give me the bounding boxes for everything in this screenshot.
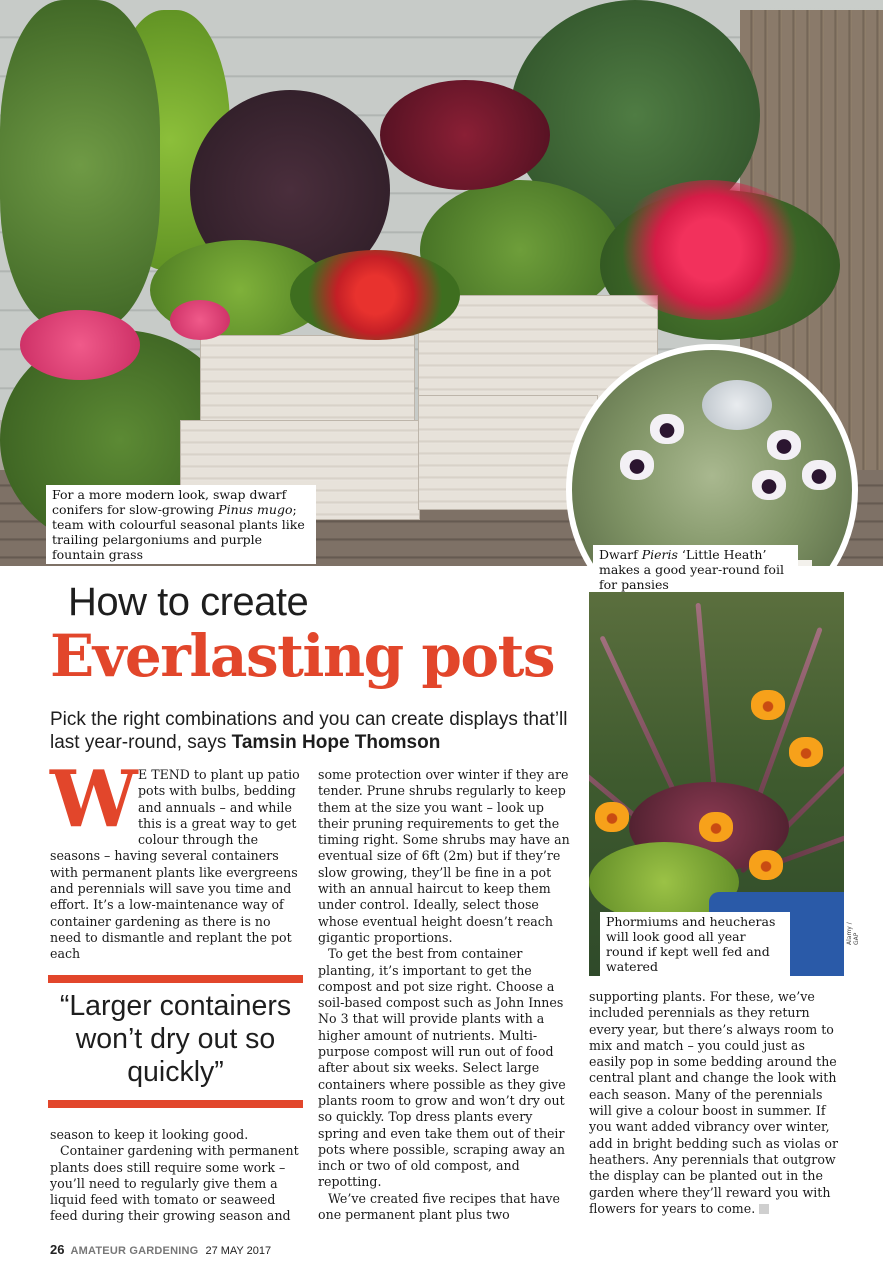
leafy-plant (0, 0, 160, 330)
paragraph: Container gardening with permanent plants does still require some work – you’ll need to regularly give them a liquid feed with tomato or seaweed feed during their growing season and (50, 1143, 299, 1224)
viola (751, 690, 785, 720)
viola (595, 802, 629, 832)
pansy (767, 430, 801, 460)
body-column-1-cont (50, 1127, 302, 1225)
red-pelargoniums (610, 180, 810, 320)
pansy (802, 460, 836, 490)
hero-photo (0, 0, 883, 566)
issue-date: 27 MAY 2017 (205, 1245, 272, 1257)
body-column-1 (50, 754, 302, 963)
body-column-2 (318, 767, 574, 1223)
silver-foliage (702, 380, 772, 430)
magazine-name: AMATEUR GARDENING (70, 1245, 199, 1257)
inset-caption: Dwarf Pieris ‘Little Heath’ makes a good year-round foil for pansies (593, 545, 798, 594)
pink-flowers (170, 300, 230, 340)
viola (789, 737, 823, 767)
headline-kicker: How to create (68, 580, 309, 624)
red-flowers (290, 250, 460, 340)
body-column-3 (589, 989, 841, 1217)
page-footer (50, 1242, 271, 1257)
pansy (650, 414, 684, 444)
pink-flowers (20, 310, 140, 380)
pansy (620, 450, 654, 480)
pansy (752, 470, 786, 500)
paragraph: To get the best from container planting, it’s important to get the compost and pot size right. Choose a soil-based compost such as John Innes No 3 that will provide plants with a higher amount of nutrients. Multi-purpose compost will run out of food after about six weeks. Select large containers where possible as they give plants room to grow and won’t dry out so quickly. Top dress plants every spring and even take them out of their pots where possible, scraping away an inch or two of old compost, and repotting. (318, 946, 566, 1190)
hero-caption: For a more modern look, swap dwarf conifers for slow-growing Pinus mugo; team with colourful seasonal plants like trailing pelargoniums and purple fountain grass (46, 485, 316, 564)
pull-quote: “Larger containers won’t dry out so quickly” (59, 990, 292, 1088)
phormium-caption: Phormiums and heucheras will look good all year round if kept well fed and watered (600, 912, 790, 976)
viola (699, 812, 733, 842)
intro-paragraph: E TEND to plant up patio pots with bulbs, bedding and annuals – and while this is a great way to get colour through the seasons – having several containers with permanent plants like evergreens and perennials will save you time and effort. It’s a low-maintenance way of container gardening as there is no need to dismantle and replant the pot each (50, 767, 300, 962)
headline: Everlasting pots (50, 622, 555, 690)
pull-quote-rule (48, 975, 303, 983)
end-mark-icon (759, 1204, 769, 1214)
paragraph: supporting plants. For these, we’ve included perennials as they return every year, but there’s always room to mix and match – you could just as easily pop in some bedding around the central plant and change the look with each season. Many of the perennials will give a colour boost in summer. If you want added vibrancy over winter, add in bright bedding such as violas or heathers. Any perennials that outgrow the display can be planted out in the garden where they’ll reward you with flowers for years to come. (589, 989, 839, 1216)
viola (749, 850, 783, 880)
photo-credit: Alamy / GAP (846, 922, 860, 945)
paragraph: We’ve created five recipes that have one permanent plant plus two (318, 1190, 560, 1223)
paragraph: season to keep it looking good. (50, 1127, 249, 1142)
page-number: 26 (50, 1242, 65, 1257)
byline: Tamsin Hope Thomson (231, 732, 441, 753)
paragraph: some protection over winter if they are tender. Prune shrubs regularly to keep them at the size you want – look up their pruning requirements to get the timing right. Some shrubs may have an eventual size of 6ft (2m) but if they’re slow growing, they’ll be fine in a pot with an annual haircut to keep them under control. Ideally, select those whose eventual height doesn’t reach gigantic proportions. (318, 767, 570, 945)
drop-cap: W (50, 754, 138, 845)
standfirst: Pick the right combinations and you can create displays that’ll last year-round, says Tamsin Hope Thomson (50, 709, 568, 753)
pull-quote-rule (48, 1100, 303, 1108)
red-foliage (380, 80, 550, 190)
